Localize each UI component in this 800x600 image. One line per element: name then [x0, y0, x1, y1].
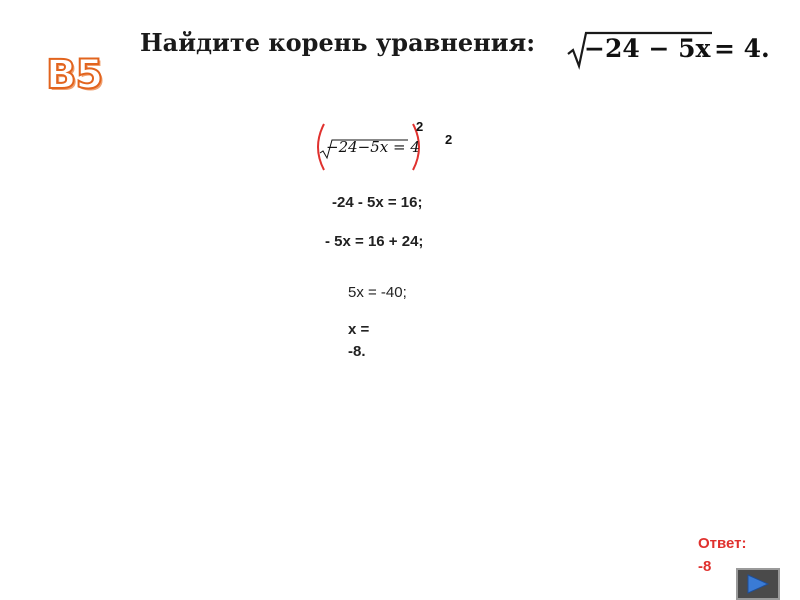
solution-line-1: -24 - 5x = 16; — [332, 194, 423, 211]
exponent-right: 2 — [445, 132, 453, 147]
answer-label: Ответ: — [698, 535, 747, 552]
exponent-left: 2 — [416, 119, 424, 134]
task-badge: B5 — [46, 52, 103, 98]
answer-value: -8 — [698, 558, 712, 575]
equation-rhs: = 4. — [714, 34, 770, 63]
solution-line-4a: x = — [348, 321, 370, 338]
solution-line-4b: -8. — [348, 343, 366, 360]
play-next-icon — [746, 574, 770, 594]
equation-radicand: −24 − 5x — [584, 34, 711, 63]
squared-equation — [314, 119, 464, 172]
next-slide-button[interactable] — [736, 568, 780, 600]
solution-line-2: - 5x = 16 + 24; — [325, 233, 424, 250]
task-prompt: Найдите корень уравнения: — [140, 28, 536, 57]
squared-expression: −24−5x = 4 — [326, 138, 420, 156]
solution-line-3: 5x = -40; — [348, 284, 407, 301]
